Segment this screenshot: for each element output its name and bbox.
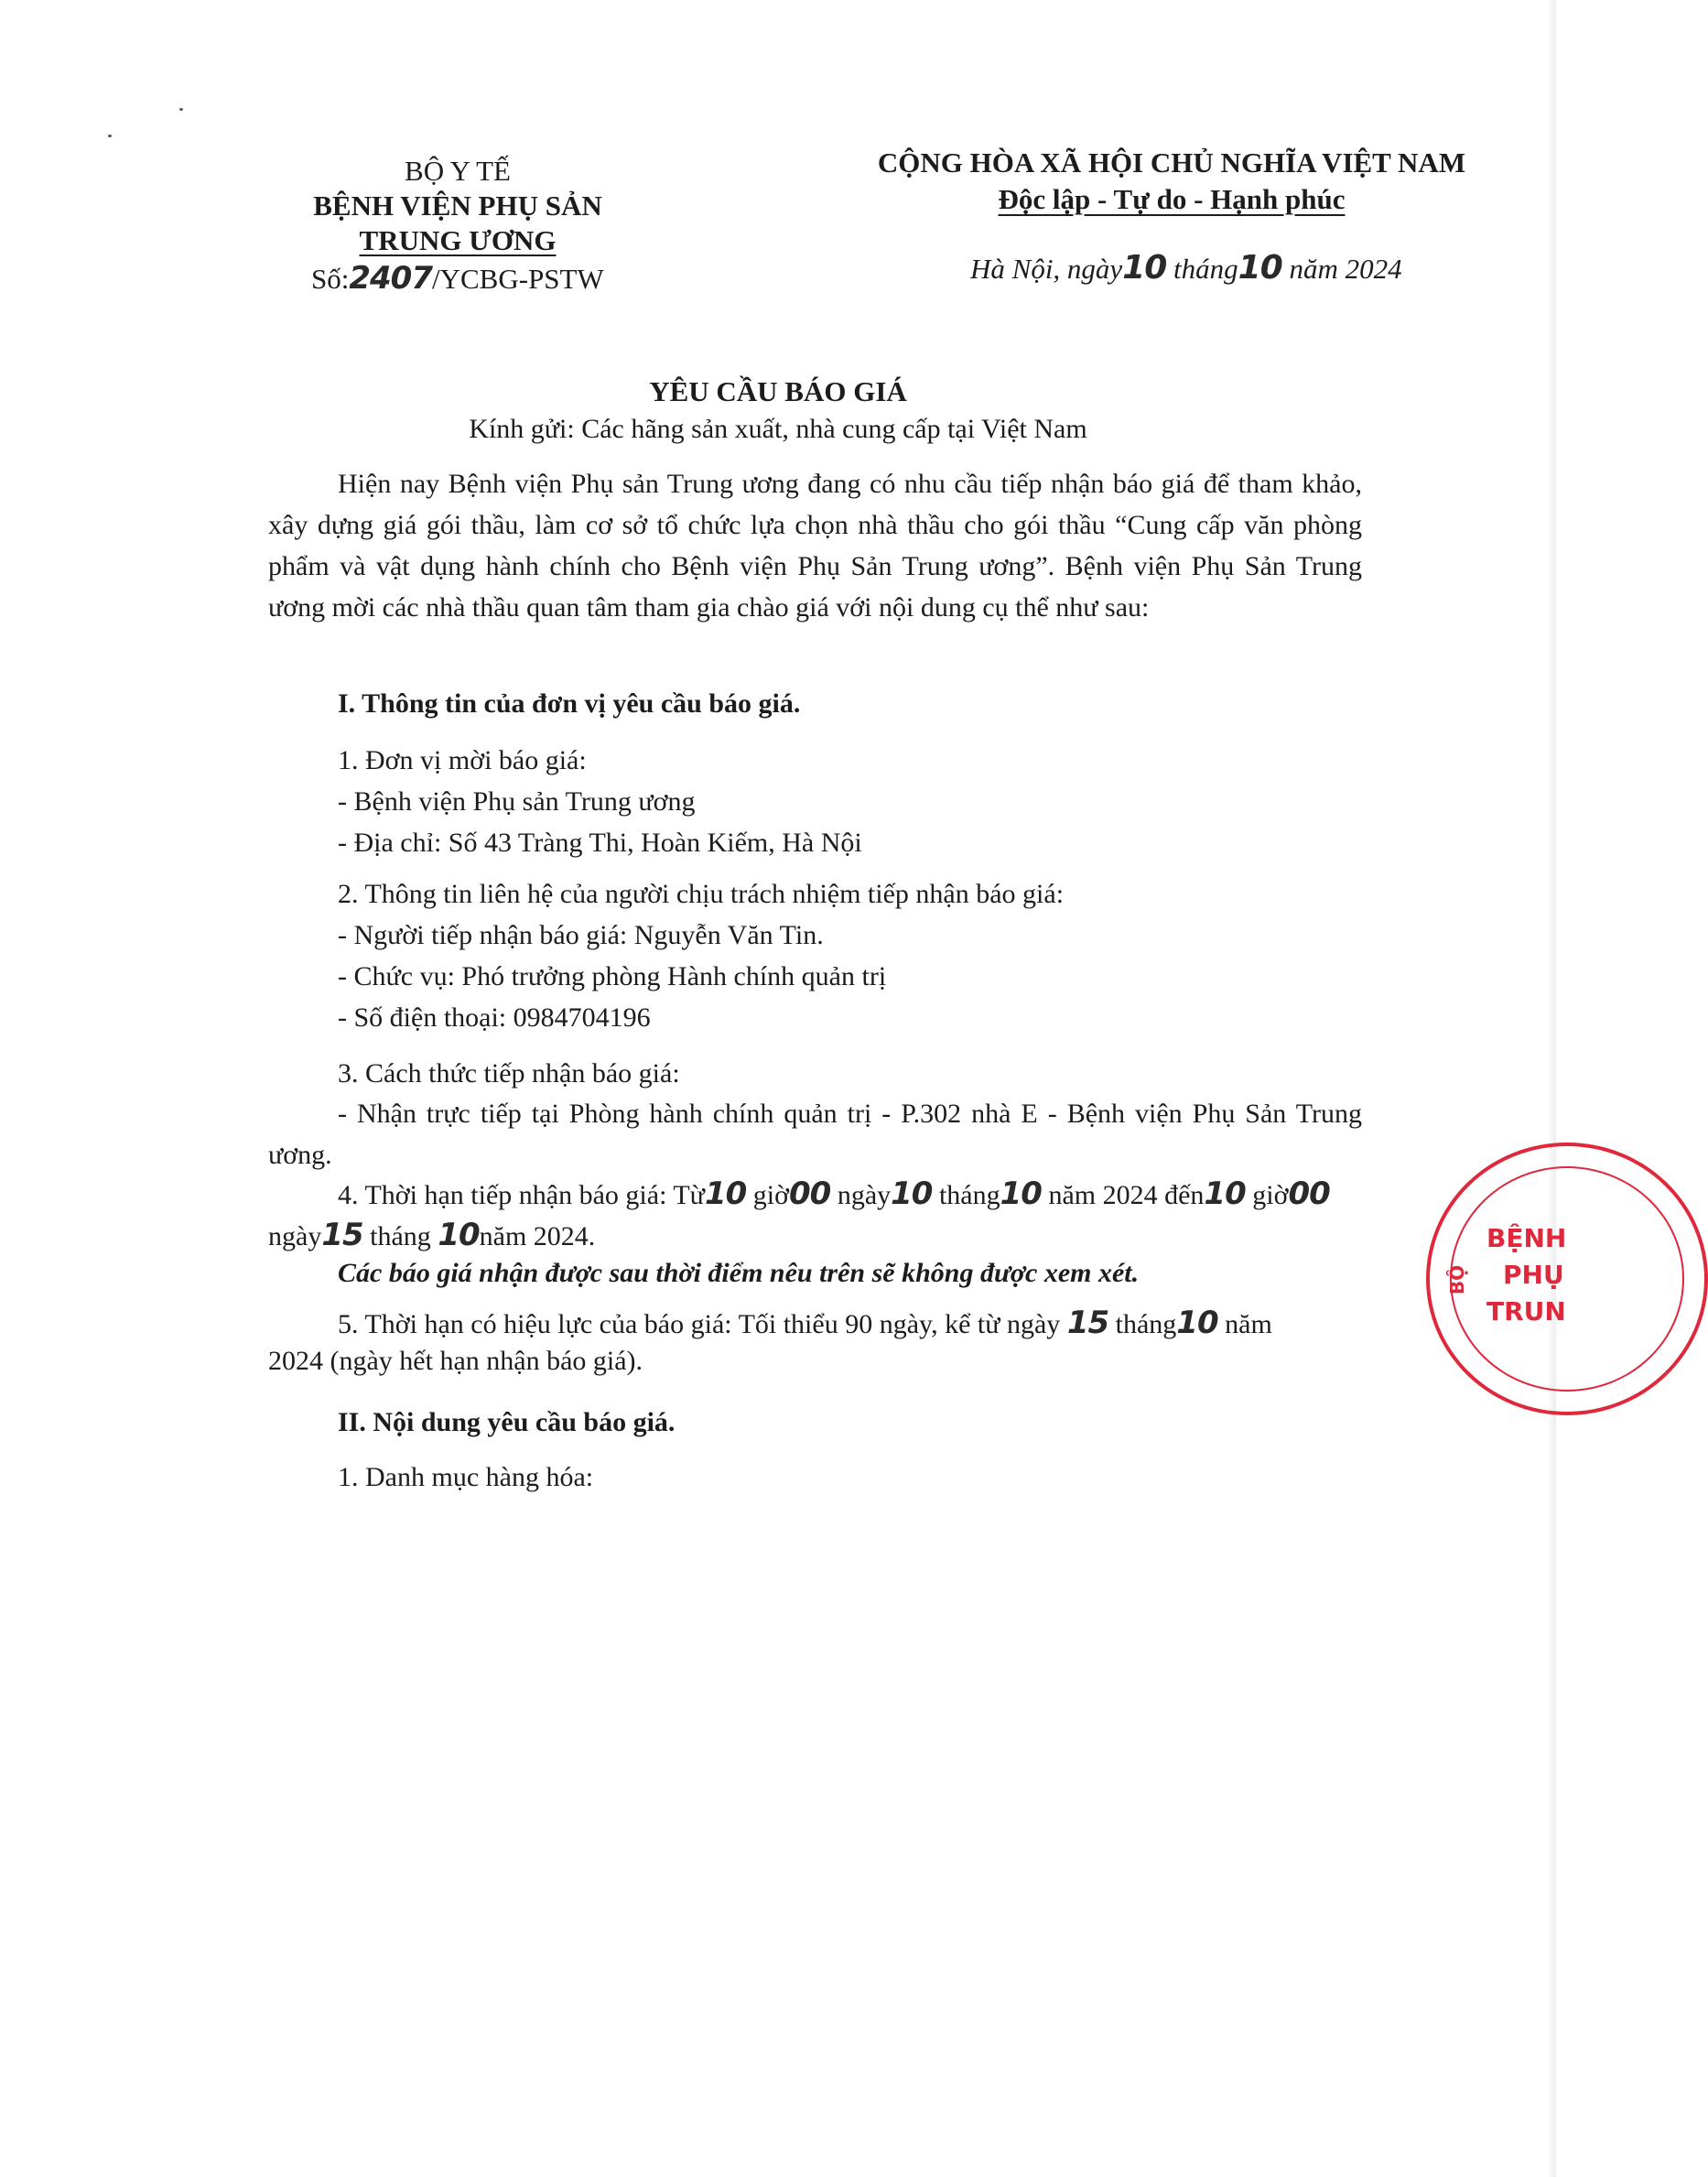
seal-inner-ring xyxy=(1450,1166,1684,1392)
handwritten-hour-to: 10 xyxy=(1204,1175,1246,1212)
seal-text: PHỤ xyxy=(1503,1260,1564,1290)
handwritten-month-from: 10 xyxy=(1000,1175,1042,1212)
hospital-name-line1: BỆNH VIỆN PHỤ SẢN xyxy=(313,190,602,222)
late-quote-note: Các báo giá nhận được sau thời điểm nêu trên sẽ không được xem xét. xyxy=(338,1258,1140,1288)
scan-speck xyxy=(108,135,112,137)
handwritten-number: 2407 xyxy=(349,260,432,297)
seal-text: BỆNH xyxy=(1486,1223,1567,1253)
date-year: năm 2024 xyxy=(1289,253,1402,285)
contact-person: - Người tiếp nhận báo giá: Nguyễn Văn Tin. xyxy=(338,920,824,950)
handwritten-month-to: 10 xyxy=(438,1217,480,1253)
scan-edge xyxy=(1547,0,1556,2177)
deadline-text: ngày xyxy=(837,1180,892,1210)
contact-phone: - Số điện thoại: 0984704196 xyxy=(338,1002,651,1033)
ministry-name: BỘ Y TẾ xyxy=(405,155,511,187)
handwritten-valid-day: 15 xyxy=(1066,1305,1109,1341)
deadline-text: 4. Thời hạn tiếp nhận báo giá: Từ xyxy=(338,1180,705,1210)
section-1-heading: I. Thông tin của đơn vị yêu cầu báo giá. xyxy=(338,688,801,719)
seal-text: BỘ xyxy=(1446,1264,1469,1295)
deadline-text: tháng xyxy=(370,1221,431,1251)
handwritten-hour-from: 10 xyxy=(704,1175,747,1212)
intro-paragraph: Hiện nay Bệnh viện Phụ sản Trung ương đang có nhu cầu tiếp nhận báo giá để tham khảo, xây dựng giá gói thầu, làm cơ sở tổ chức lựa chọn nhà thầu cho gói thầu “Cung cấp văn phòng phẩm và vật dụng hành chính cho Bệnh viện Phụ Sản Trung ương”. Bệnh viện Phụ Sản Trung ương mời các nhà thầu quan tâm tham gia chào giá với nội dung cụ thể như sau: xyxy=(268,469,1362,623)
handwritten-day-to: 15 xyxy=(321,1217,363,1253)
item-1-label: 1. Đơn vị mời báo giá: xyxy=(338,745,587,775)
national-motto: Độc lập - Tự do - Hạnh phúc xyxy=(998,183,1346,215)
nation-name: CỘNG HÒA XÃ HỘI CHỦ NGHĨA VIỆT NAM xyxy=(877,146,1466,179)
recipient-line: Kính gửi: Các hãng sản xuất, nhà cung cấp tại Việt Nam xyxy=(469,414,1087,444)
handwritten-minute-to: 00 xyxy=(1288,1175,1330,1212)
receipt-method: - Nhận trực tiếp tại Phòng hành chính quản trị - P.302 nhà E - Bệnh viện Phụ Sản Trung ương. xyxy=(268,1099,1362,1170)
item-4-deadline-cont xyxy=(268,1217,595,1253)
inviter-name: - Bệnh viện Phụ sản Trung ương xyxy=(338,786,696,817)
issuer-block xyxy=(275,154,641,258)
official-seal xyxy=(1426,1143,1708,1415)
contact-position: - Chức vụ: Phó trưởng phòng Hành chính quản trị xyxy=(338,961,887,991)
validity-text: tháng xyxy=(1115,1309,1177,1339)
national-heading xyxy=(805,145,1538,218)
date-month-label: tháng xyxy=(1173,253,1238,285)
goods-list-label: 1. Danh mục hàng hóa: xyxy=(338,1462,594,1492)
deadline-text: năm 2024. xyxy=(479,1221,596,1251)
deadline-text: năm 2024 đến xyxy=(1048,1180,1205,1210)
document-title: YÊU CẦU BÁO GIÁ xyxy=(649,375,907,407)
seal-text: TRUN xyxy=(1486,1296,1566,1327)
number-suffix: /YCBG-PSTW xyxy=(432,263,604,295)
inviter-address: - Địa chỉ: Số 43 Tràng Thi, Hoàn Kiếm, Hà Nội xyxy=(338,828,862,858)
handwritten-minute-from: 00 xyxy=(788,1175,831,1212)
item-2-label: 2. Thông tin liên hệ của người chịu trách nhiệm tiếp nhận báo giá: xyxy=(338,879,1065,909)
deadline-text: giờ xyxy=(1252,1180,1289,1210)
section-2-heading: II. Nội dung yêu cầu báo giá. xyxy=(338,1407,676,1437)
number-prefix: Số: xyxy=(311,263,350,295)
item-4-deadline xyxy=(338,1175,1330,1212)
document-number xyxy=(311,260,604,297)
hospital-name-line2: TRUNG ƯƠNG xyxy=(359,224,557,256)
handwritten-day-from: 10 xyxy=(891,1175,933,1212)
handwritten-valid-month: 10 xyxy=(1176,1305,1218,1341)
date-line xyxy=(970,249,1402,287)
date-day: 10 xyxy=(1122,249,1167,287)
deadline-text: ngày xyxy=(268,1221,322,1251)
deadline-text: tháng xyxy=(938,1180,1000,1210)
item-5-validity xyxy=(338,1305,1272,1341)
item-3-label: 3. Cách thức tiếp nhận báo giá: xyxy=(338,1058,680,1088)
validity-text: 5. Thời hạn có hiệu lực của báo giá: Tối thiểu 90 ngày, kể từ ngày xyxy=(338,1309,1061,1339)
date-month: 10 xyxy=(1238,249,1282,287)
validity-text: năm xyxy=(1225,1309,1272,1339)
scan-speck xyxy=(179,108,183,111)
item-5-validity-cont: 2024 (ngày hết hạn nhận báo giá). xyxy=(268,1346,643,1376)
deadline-text: giờ xyxy=(752,1180,789,1210)
date-prefix: Hà Nội, ngày xyxy=(970,253,1123,285)
